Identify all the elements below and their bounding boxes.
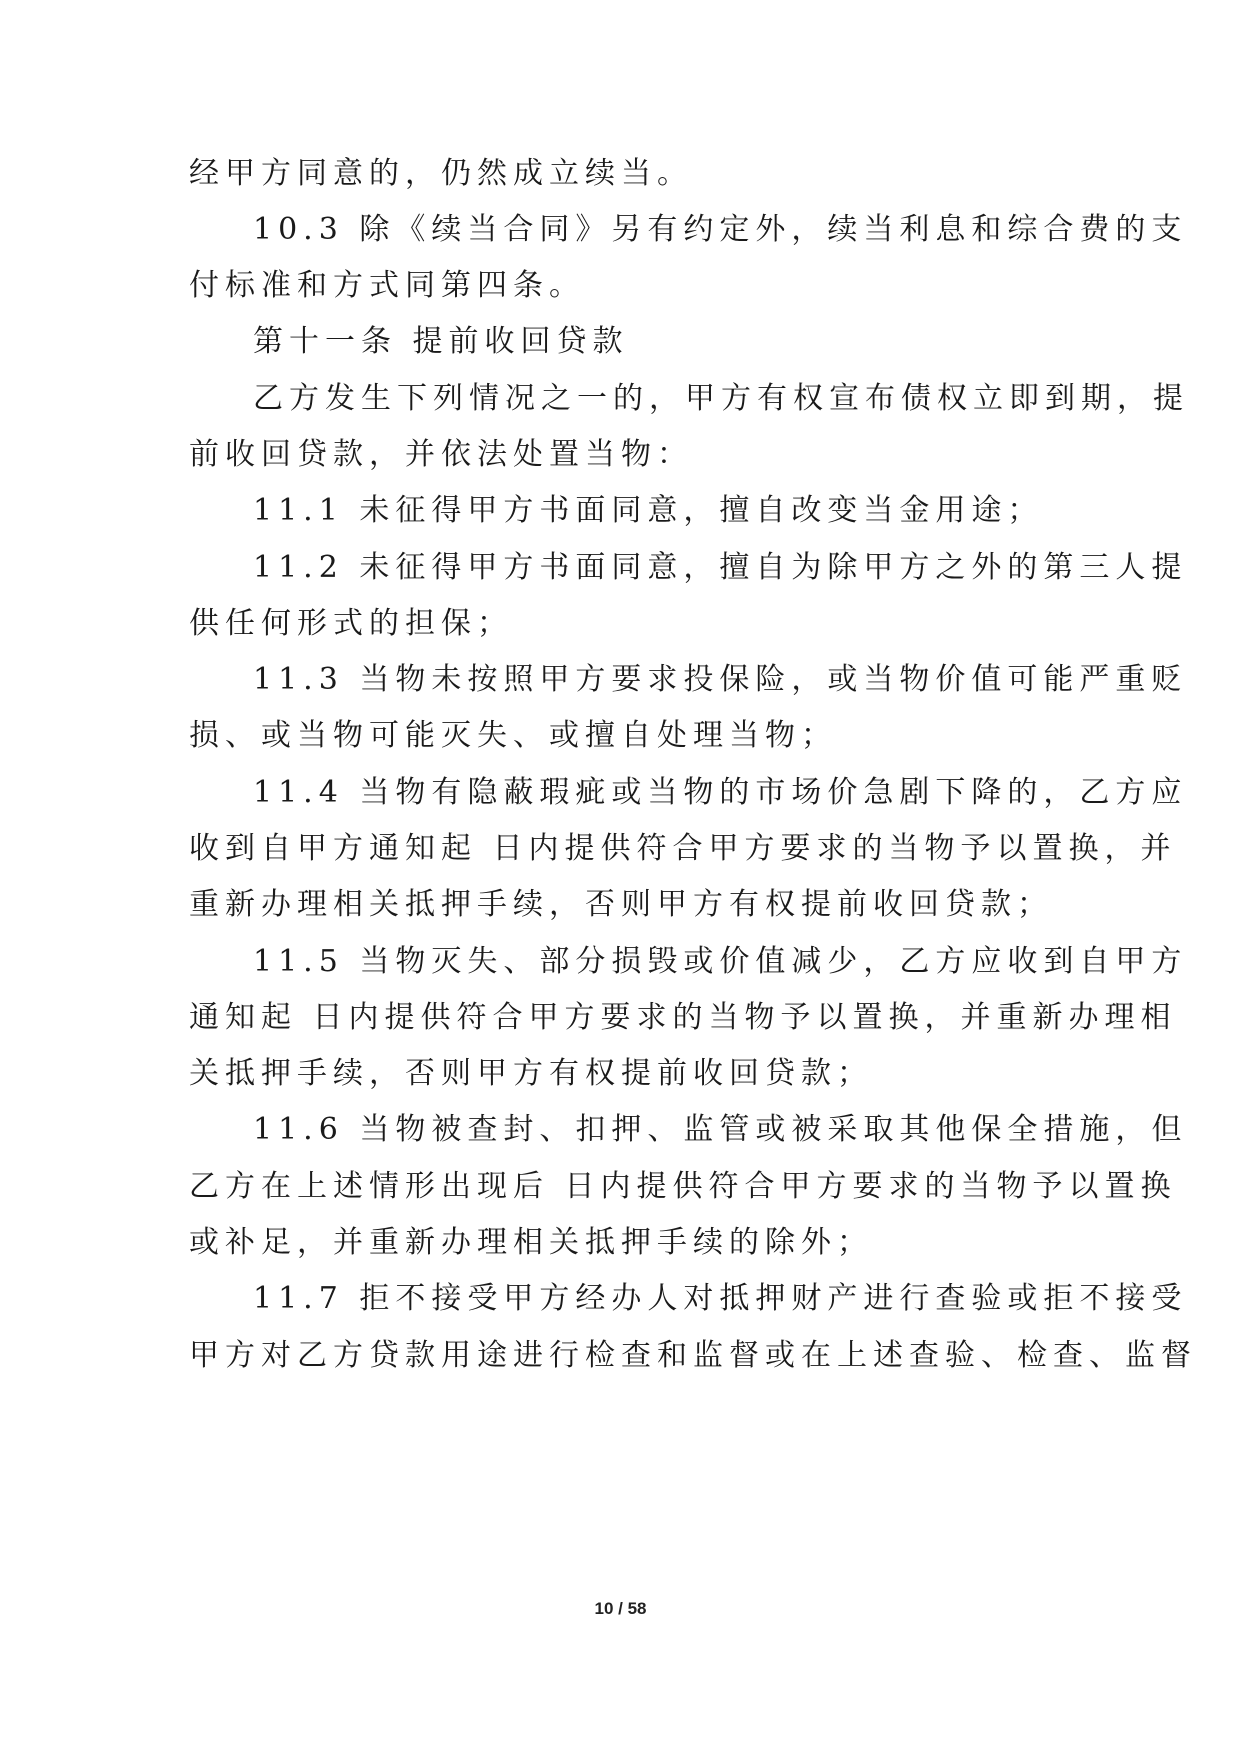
clause-11-6: 11.6 当物被查封、扣押、监管或被采取其他保全措施，但 [253,1112,1188,1147]
clause-10-3-cont: 付标准和方式同第四条。 [189,268,585,303]
section-heading-11: 第十一条 提前收回贷款 [253,324,629,359]
clause-11-4: 11.4 当物有隐蔽瑕疵或当物的市场价急剧下降的，乙方应 [253,775,1188,810]
clause-11-5-cont-2: 关抵押手续，否则甲方有权提前收回贷款； [189,1056,873,1091]
clause-11-3: 11.3 当物未按照甲方要求投保险，或当物价值可能严重贬 [253,662,1188,697]
clause-11-1: 11.1 未征得甲方书面同意，擅自改变当金用途； [253,493,1044,528]
clause-11-6-cont-1: 乙方在上述情形出现后 日内提供符合甲方要求的当物予以置换 [189,1169,1177,1204]
clause-11-3-cont: 损、或当物可能灭失、或擅自处理当物； [189,718,837,753]
clause-11-4-cont-1: 收到自甲方通知起 日内提供符合甲方要求的当物予以置换，并 [189,831,1177,866]
clause-11-2: 11.2 未征得甲方书面同意，擅自为除甲方之外的第三人提 [253,550,1188,585]
page-number: 10 / 58 [594,1599,647,1618]
clause-11-5-cont-1: 通知起 日内提供符合甲方要求的当物予以置换，并重新办理相 [189,1000,1177,1035]
clause-11-7-cont: 甲方对乙方贷款用途进行检查和监督或在上述查验、检查、监督 [189,1338,1197,1373]
clause-11-5: 11.5 当物灭失、部分损毁或价值减少，乙方应收到自甲方 [253,944,1188,979]
paragraph-continuation: 经甲方同意的，仍然成立续当。 [189,156,693,191]
clause-10-3: 10.3 除《续当合同》另有约定外，续当利息和综合费的支 [253,212,1188,247]
clause-11-4-cont-2: 重新办理相关抵押手续，否则甲方有权提前收回贷款； [189,887,1053,922]
section-11-intro: 乙方发生下列情况之一的，甲方有权宣布债权立即到期，提 [253,381,1189,416]
section-11-intro-cont: 前收回贷款，并依法处置当物： [189,437,693,472]
clause-11-2-cont: 供任何形式的担保； [189,606,513,641]
clause-11-7: 11.7 拒不接受甲方经办人对抵押财产进行查验或拒不接受 [253,1281,1188,1316]
clause-11-6-cont-2: 或补足，并重新办理相关抵押手续的除外； [189,1225,873,1260]
